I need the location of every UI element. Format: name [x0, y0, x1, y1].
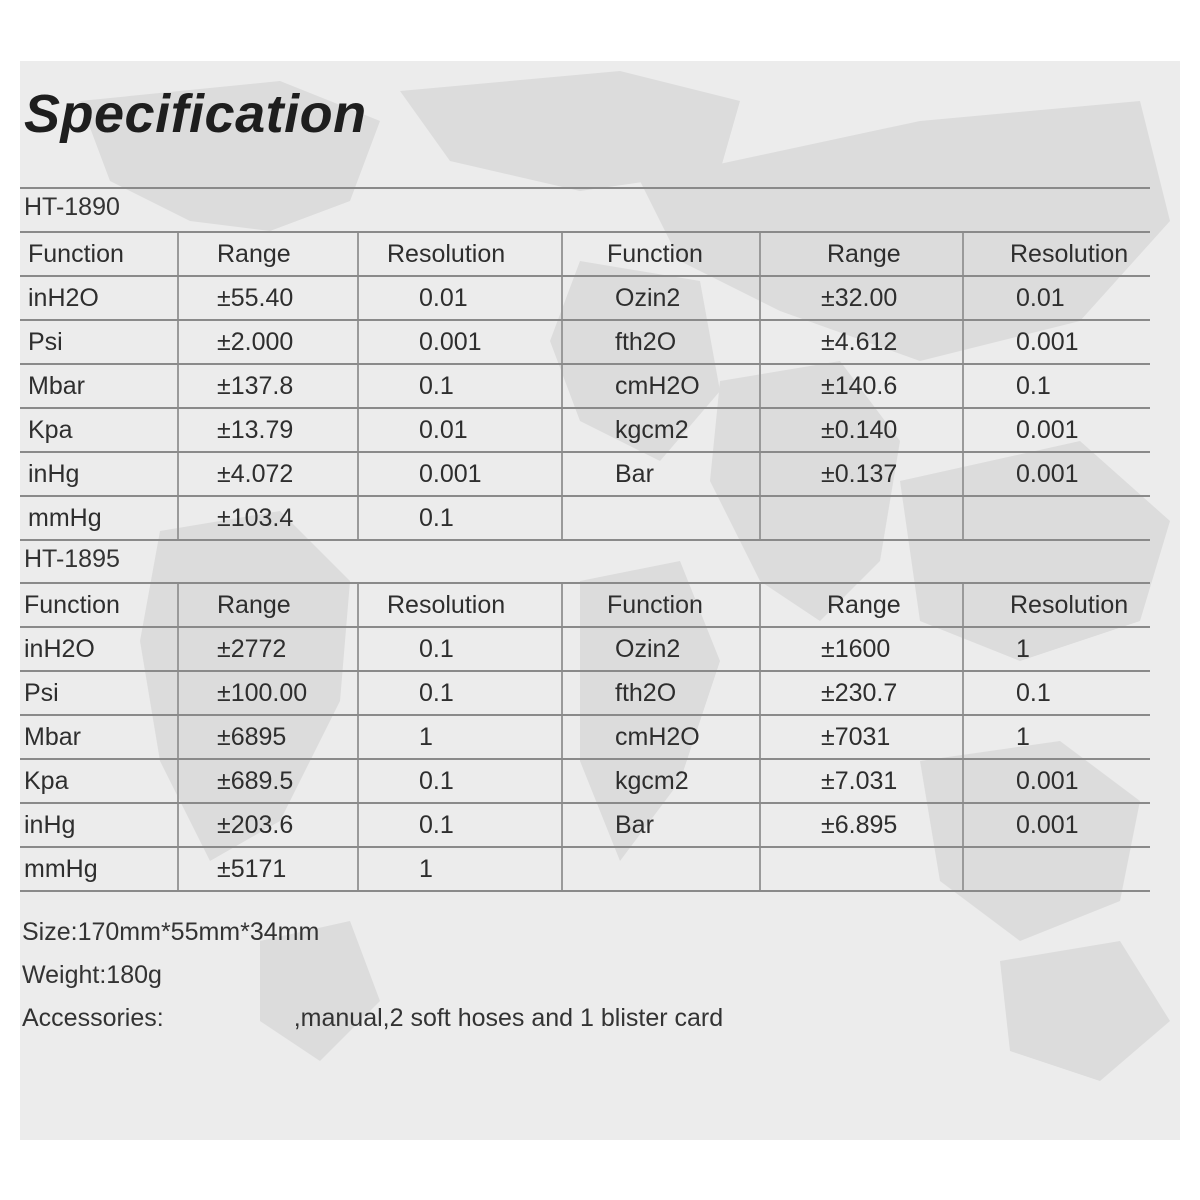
cell-function: fth2O [562, 671, 760, 715]
model-label: HT-1890 [24, 193, 120, 221]
accessories-line [22, 997, 723, 1040]
cell-resolution: 1 [358, 847, 562, 891]
cell-range: ±103.4 [178, 496, 358, 540]
cell-resolution: 1 [358, 715, 562, 759]
cell-resolution: 0.001 [963, 408, 1150, 452]
cell-function: Kpa [20, 408, 178, 452]
cell-resolution: 0.01 [358, 276, 562, 320]
header-function: Function [562, 583, 760, 627]
cell-function: Kpa [20, 759, 178, 803]
cell-function: inHg [20, 452, 178, 496]
spec-table [20, 582, 1150, 892]
header-range: Range [760, 232, 963, 276]
cell-function: Bar [562, 452, 760, 496]
cell-function: Mbar [20, 715, 178, 759]
spec-table [20, 231, 1150, 541]
cell-range: ±6.895 [760, 803, 963, 847]
cell-function: Mbar [20, 364, 178, 408]
table-top-rule [20, 187, 1150, 189]
cell-resolution [963, 496, 1150, 540]
size-text: Size:170mm*55mm*34mm [22, 918, 320, 946]
cell-resolution: 0.001 [963, 759, 1150, 803]
cell-function [562, 496, 760, 540]
cell-range: ±5171 [178, 847, 358, 891]
cell-range: ±137.8 [178, 364, 358, 408]
cell-resolution: 1 [963, 627, 1150, 671]
cell-function: mmHg [20, 496, 178, 540]
table-row [20, 452, 1150, 496]
cell-function: Ozin2 [562, 627, 760, 671]
cell-function: cmH2O [562, 715, 760, 759]
page-title: Specification [24, 84, 367, 144]
header-resolution: Resolution [358, 583, 562, 627]
table-row [20, 364, 1150, 408]
cell-range: ±0.137 [760, 452, 963, 496]
cell-range: ±4.072 [178, 452, 358, 496]
cell-resolution: 0.1 [358, 364, 562, 408]
cell-function: Psi [20, 671, 178, 715]
header-range: Range [760, 583, 963, 627]
cell-resolution: 0.1 [963, 671, 1150, 715]
spec-sheet [20, 61, 1180, 1140]
table-row [20, 715, 1150, 759]
cell-function: inH2O [20, 627, 178, 671]
cell-resolution: 0.1 [358, 759, 562, 803]
cell-resolution: 0.001 [358, 452, 562, 496]
cell-function: Bar [562, 803, 760, 847]
table-header-row [20, 232, 1150, 276]
header-resolution: Resolution [358, 232, 562, 276]
header-range: Range [178, 232, 358, 276]
cell-resolution: 0.1 [358, 627, 562, 671]
cell-resolution: 0.001 [963, 803, 1150, 847]
cell-resolution: 0.001 [963, 452, 1150, 496]
cell-function [562, 847, 760, 891]
table-row [20, 496, 1150, 540]
cell-range: ±13.79 [178, 408, 358, 452]
cell-resolution [963, 847, 1150, 891]
cell-range: ±140.6 [760, 364, 963, 408]
header-function: Function [20, 232, 178, 276]
cell-resolution: 0.001 [963, 320, 1150, 364]
cell-range: ±6895 [178, 715, 358, 759]
cell-resolution: 1 [963, 715, 1150, 759]
table-row [20, 408, 1150, 452]
table-row [20, 803, 1150, 847]
cell-range: ±7.031 [760, 759, 963, 803]
cell-range: ±689.5 [178, 759, 358, 803]
cell-resolution: 0.1 [963, 364, 1150, 408]
cell-range: ±1600 [760, 627, 963, 671]
cell-function: kgcm2 [562, 408, 760, 452]
table-row [20, 847, 1150, 891]
header-range: Range [178, 583, 358, 627]
accessories-value: ,manual,2 soft hoses and 1 blister card [293, 1004, 724, 1032]
cell-range: ±2.000 [178, 320, 358, 364]
model-label: HT-1895 [24, 545, 120, 573]
cell-range: ±0.140 [760, 408, 963, 452]
cell-range: ±4.612 [760, 320, 963, 364]
cell-range [760, 496, 963, 540]
cell-range: ±55.40 [178, 276, 358, 320]
table-header-row [20, 583, 1150, 627]
cell-function: kgcm2 [562, 759, 760, 803]
cell-range: ±230.7 [760, 671, 963, 715]
cell-range [760, 847, 963, 891]
header-function: Function [562, 232, 760, 276]
cell-function: inH2O [20, 276, 178, 320]
cell-function: cmH2O [562, 364, 760, 408]
accessories-label: Accessories: [22, 1004, 164, 1032]
cell-function: fth2O [562, 320, 760, 364]
table-row [20, 627, 1150, 671]
cell-function: Psi [20, 320, 178, 364]
header-resolution: Resolution [963, 232, 1150, 276]
header-resolution: Resolution [963, 583, 1150, 627]
cell-function: mmHg [20, 847, 178, 891]
header-function: Function [20, 583, 178, 627]
cell-function: inHg [20, 803, 178, 847]
product-details [22, 911, 723, 1040]
cell-range: ±32.00 [760, 276, 963, 320]
cell-resolution: 0.01 [358, 408, 562, 452]
table-row [20, 759, 1150, 803]
table-row [20, 671, 1150, 715]
cell-resolution: 0.1 [358, 671, 562, 715]
cell-range: ±203.6 [178, 803, 358, 847]
cell-resolution: 0.1 [358, 803, 562, 847]
cell-resolution: 0.01 [963, 276, 1150, 320]
cell-function: Ozin2 [562, 276, 760, 320]
cell-resolution: 0.001 [358, 320, 562, 364]
cell-range: ±100.00 [178, 671, 358, 715]
table-row [20, 320, 1150, 364]
table-row [20, 276, 1150, 320]
cell-range: ±7031 [760, 715, 963, 759]
weight-text: Weight:180g [22, 961, 162, 989]
cell-resolution: 0.1 [358, 496, 562, 540]
cell-range: ±2772 [178, 627, 358, 671]
